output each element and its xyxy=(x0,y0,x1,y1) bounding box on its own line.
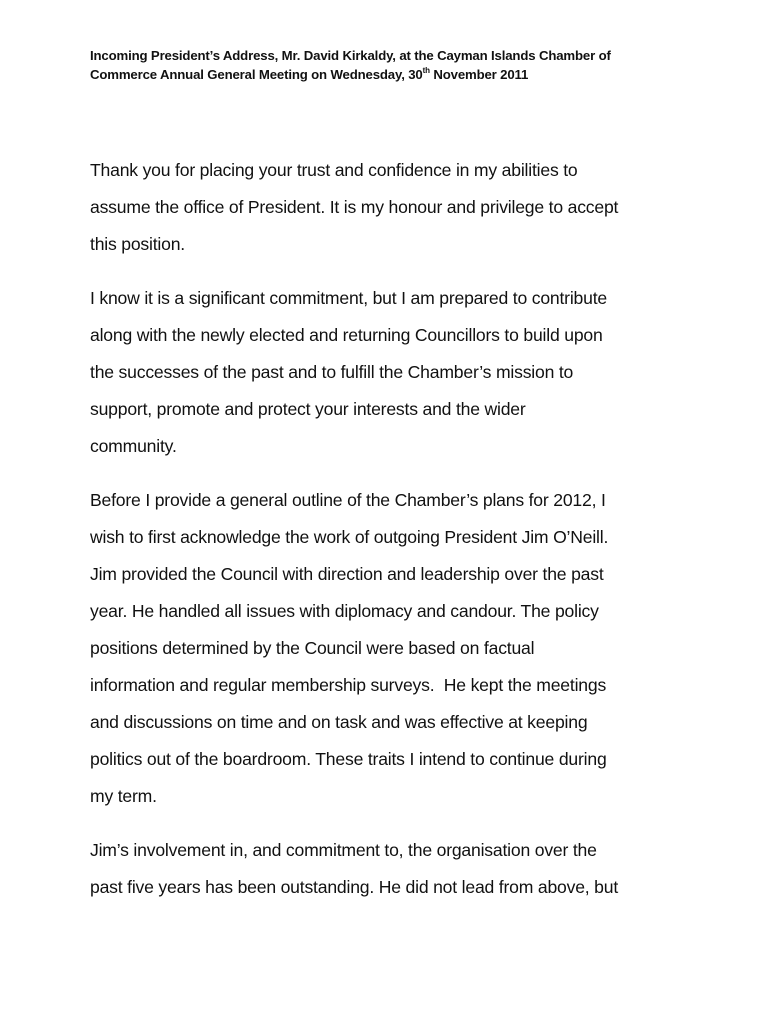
text-line: Before I provide a general outline of the Chamber’s plans for 2012, I xyxy=(90,490,606,510)
heading-line-2-end: November 2011 xyxy=(429,67,529,82)
text-line: Jim provided the Council with direction and leadership over the past xyxy=(90,564,604,584)
heading-line-2 xyxy=(90,65,690,84)
paragraph-3 xyxy=(90,482,690,815)
paragraph-2 xyxy=(90,280,690,465)
text-line: this position. xyxy=(90,234,185,254)
text-line: the successes of the past and to fulfill the Chamber’s mission to xyxy=(90,362,574,382)
text-line: positions determined by the Council were based on factual xyxy=(90,638,535,658)
text-line: support, promote and protect your interests and the wider xyxy=(90,399,526,419)
text-line: I know it is a significant commitment, but I am prepared to contribute xyxy=(90,288,607,308)
text-line: year. He handled all issues with diplomacy and candour. The policy xyxy=(90,601,599,621)
heading-ordinal-suffix: th xyxy=(422,65,430,75)
text-line: past five years has been outstanding. He did not lead from above, but xyxy=(90,877,619,897)
paragraph-1 xyxy=(90,152,690,263)
text-line: my term. xyxy=(90,786,157,806)
text-line: community. xyxy=(90,436,177,456)
text-line: along with the newly elected and returning Councillors to build upon xyxy=(90,325,603,345)
paragraph-4 xyxy=(90,832,690,906)
text-line: wish to first acknowledge the work of outgoing President Jim O’Neill. xyxy=(90,527,609,547)
text-line: and discussions on time and on task and was effective at keeping xyxy=(90,712,588,732)
heading-line-1: Incoming President’s Address, Mr. David Kirkaldy, at the Cayman Islands Chamber of xyxy=(90,48,611,63)
document-heading xyxy=(90,46,690,84)
text-line: politics out of the boardroom. These traits I intend to continue during xyxy=(90,749,607,769)
text-line: assume the office of President. It is my honour and privilege to accept xyxy=(90,197,619,217)
heading-line-2-start: Commerce Annual General Meeting on Wednesday, 30 xyxy=(90,67,423,82)
text-line: Jim’s involvement in, and commitment to, the organisation over the xyxy=(90,840,597,860)
text-line: Thank you for placing your trust and confidence in my abilities to xyxy=(90,160,578,180)
text-line: information and regular membership surveys. He kept the meetings xyxy=(90,675,607,695)
document-body xyxy=(90,152,690,923)
